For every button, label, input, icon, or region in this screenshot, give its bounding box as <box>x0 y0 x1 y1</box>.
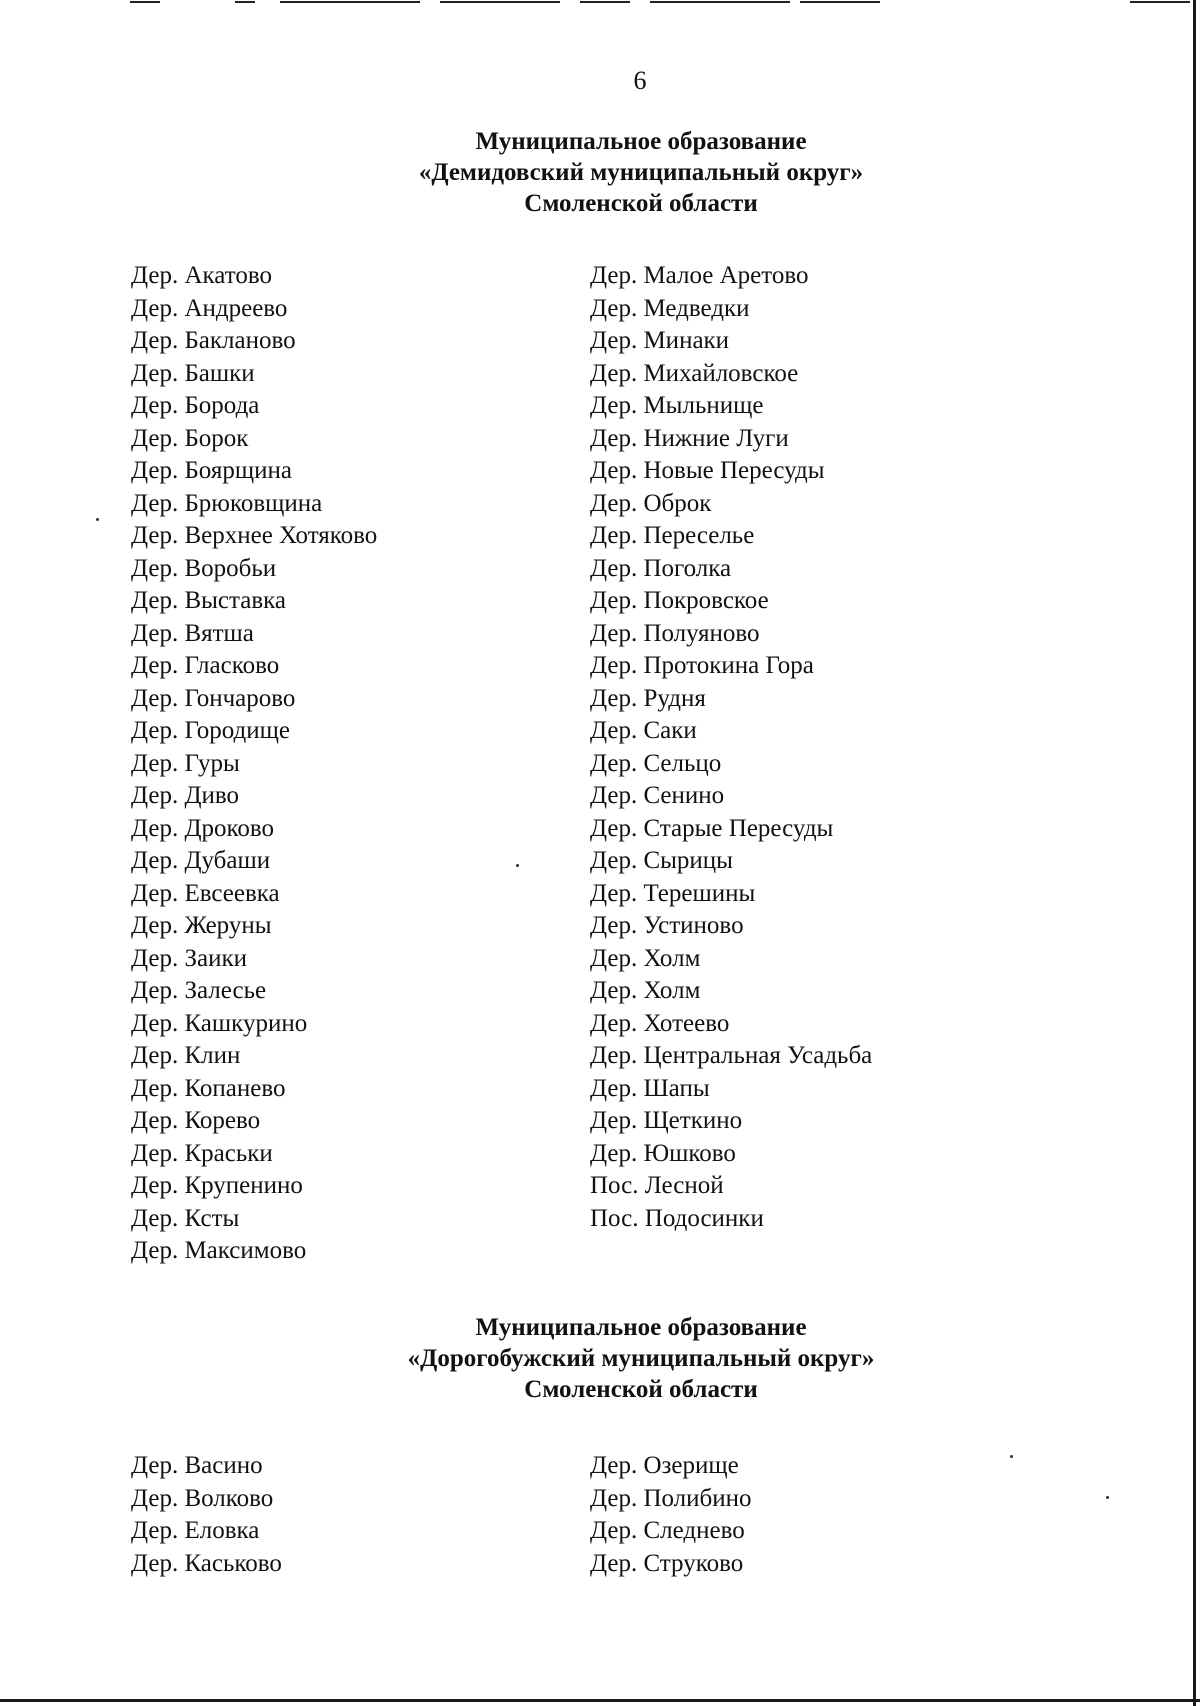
heading-line: Смоленской области <box>524 1376 758 1403</box>
settlement-item: Дер. Гончарово <box>131 684 296 712</box>
settlement-item: Дер. Нижние Луги <box>590 424 789 452</box>
settlement-item: Дер. Городище <box>131 717 290 744</box>
settlement-item: Дер. Бакланово <box>131 327 296 354</box>
settlement-item: Дер. Мыльнище <box>590 392 764 419</box>
scan-top-edge <box>0 0 1200 4</box>
settlement-item: Дер. Следнево <box>590 1517 745 1544</box>
settlement-item: Дер. Сельцо <box>590 749 722 777</box>
settlement-item: Дер. Щеткино <box>590 1107 743 1134</box>
settlement-item: Дер. Андреево <box>131 294 288 322</box>
settlement-item: Дер. Холм <box>590 977 701 1004</box>
settlement-item: Дер. Акатово <box>131 262 272 289</box>
settlement-item: Дер. Покровское <box>590 587 769 614</box>
scan-speck <box>1010 1455 1013 1458</box>
settlement-item: Дер. Гласково <box>131 652 280 679</box>
settlement-item: Дер. Медведки <box>590 294 750 322</box>
settlement-item: Дер. Крупенино <box>131 1172 303 1199</box>
settlement-item: Дер. Васино <box>131 1452 263 1479</box>
settlement-item: Дер. Старые Пересуды <box>590 814 834 842</box>
section-heading-dorogobuzhsky <box>0 1312 1200 1405</box>
settlement-item: Дер. Краськи <box>131 1139 273 1167</box>
scan-mark <box>130 1 160 3</box>
settlement-item: Дер. Дубаши <box>131 847 271 874</box>
scan-mark <box>650 1 790 3</box>
settlement-item: Дер. Евсеевка <box>131 879 280 907</box>
settlement-item: Дер. Кашкурино <box>131 1009 308 1037</box>
settlement-item: Дер. Башки <box>131 359 255 387</box>
settlement-item: Дер. Выставка <box>131 587 287 614</box>
settlement-item: Дер. Воробьи <box>131 554 277 582</box>
settlement-item: Дер. Устиново <box>590 912 744 939</box>
settlement-item: Дер. Новые Пересуды <box>590 457 825 484</box>
settlement-item: Дер. Михайловское <box>590 359 799 387</box>
settlement-item: Дер. Вятша <box>131 619 254 647</box>
settlement-item: Дер. Максимово <box>131 1237 307 1264</box>
scan-mark <box>440 1 560 3</box>
scan-speck <box>516 864 519 867</box>
scan-bottom-edge <box>0 1699 1200 1702</box>
settlement-item: Дер. Озерище <box>590 1452 739 1479</box>
settlement-item: Дер. Волково <box>131 1484 274 1512</box>
settlement-list-left <box>131 260 377 1268</box>
page-number: 6 <box>633 66 647 95</box>
settlement-item: Дер. Оброк <box>590 489 712 517</box>
settlement-item: Дер. Шапы <box>590 1074 710 1102</box>
settlement-list-right <box>590 1450 752 1580</box>
settlement-item: Дер. Заики <box>131 944 247 972</box>
settlement-item: Дер. Хотеево <box>590 1009 730 1037</box>
settlement-item: Дер. Верхнее Хотяково <box>131 522 378 549</box>
settlement-item: Дер. Еловка <box>131 1517 260 1544</box>
settlement-item: Дер. Протокина Гора <box>590 652 814 679</box>
settlement-item: Дер. Рудня <box>590 684 706 712</box>
heading-line: Муниципальное образование <box>475 128 807 155</box>
settlement-item: Дер. Каськово <box>131 1549 282 1577</box>
settlement-item: Дер. Жеруны <box>131 912 272 939</box>
scan-speck <box>1106 1496 1109 1499</box>
settlement-item: Дер. Боярщина <box>131 457 292 484</box>
settlement-item: Дер. Струково <box>590 1549 744 1577</box>
settlement-item: Дер. Борок <box>131 424 249 452</box>
settlement-item: Дер. Минаки <box>590 327 730 354</box>
settlement-item: Пос. Подосинки <box>590 1204 764 1232</box>
scan-mark <box>860 1 880 3</box>
settlement-item: Дер. Копанево <box>131 1074 286 1102</box>
settlement-item: Пос. Лесной <box>590 1172 724 1199</box>
scan-mark <box>1130 1 1190 3</box>
settlement-item: Дер. Ксты <box>131 1204 240 1232</box>
settlement-item: Дер. Полибино <box>590 1484 752 1512</box>
settlement-item: Дер. Саки <box>590 717 697 744</box>
settlement-item: Дер. Диво <box>131 782 240 809</box>
settlement-item: Дер. Клин <box>131 1042 241 1069</box>
settlement-item: Дер. Переселье <box>590 522 755 549</box>
scan-mark <box>580 1 630 3</box>
settlement-list-left <box>131 1450 282 1580</box>
settlement-item: Дер. Юшково <box>590 1139 736 1167</box>
scan-mark <box>800 1 860 3</box>
settlement-item: Дер. Холм <box>590 944 701 972</box>
heading-line: Муниципальное образование <box>475 1314 807 1341</box>
settlement-item: Дер. Борода <box>131 392 260 419</box>
scan-mark <box>280 1 420 3</box>
settlement-item: Дер. Поголка <box>590 554 732 582</box>
settlement-item: Дер. Корево <box>131 1107 261 1134</box>
settlement-item: Дер. Центральная Усадьба <box>590 1042 873 1069</box>
heading-line: «Демидовский муниципальный округ» <box>418 159 864 186</box>
heading-line: Смоленской области <box>524 190 758 217</box>
settlement-item: Дер. Дроково <box>131 814 275 842</box>
scan-speck <box>96 518 99 521</box>
settlement-item: Дер. Терешины <box>590 879 756 907</box>
section-heading-demidovsky <box>0 126 1200 219</box>
settlement-item: Дер. Гуры <box>131 749 240 777</box>
scan-right-edge <box>1193 0 1196 1706</box>
settlement-item: Дер. Малое Аретово <box>590 262 809 289</box>
scan-mark <box>235 1 255 3</box>
settlement-item: Дер. Сырицы <box>590 847 733 874</box>
settlement-item: Дер. Сенино <box>590 782 725 809</box>
settlement-item: Дер. Залесье <box>131 977 267 1004</box>
settlement-item: Дер. Брюковщина <box>131 489 323 517</box>
heading-line: «Дорогобужский муниципальный округ» <box>407 1345 875 1372</box>
settlement-item: Дер. Полуяново <box>590 619 760 647</box>
settlement-list-right <box>590 260 872 1235</box>
